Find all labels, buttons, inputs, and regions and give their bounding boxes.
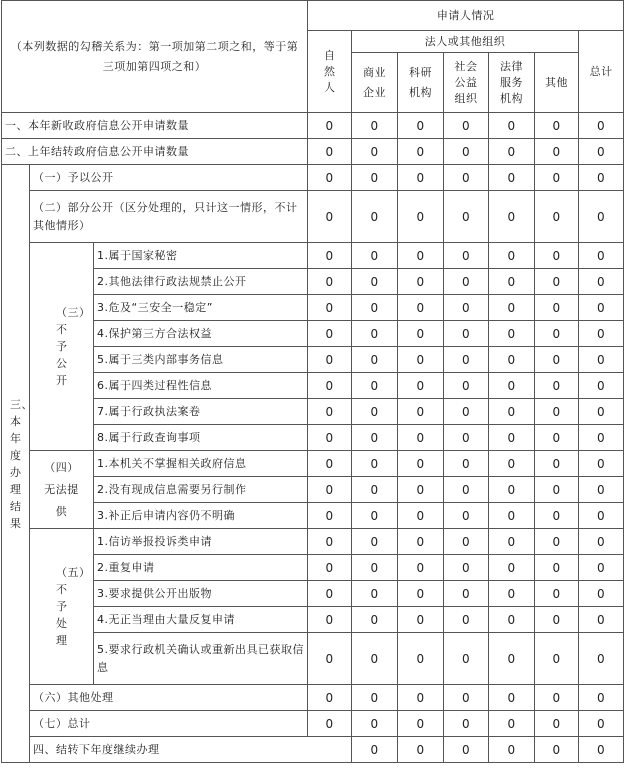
header-research: 科研机构 [398,53,444,113]
cell-social: 0 [444,139,489,165]
cell-research: 0 [398,425,444,451]
cell-legal-service: 0 [489,685,535,711]
cell-total: 0 [579,477,624,503]
table-row [2,347,624,373]
cell-social: 0 [444,477,489,503]
cell-total: 0 [579,633,624,685]
cell-legal-service: 0 [489,243,535,269]
cell-total: 0 [579,711,624,737]
table-row [2,633,624,685]
cell-social: 0 [444,451,489,477]
cell-commercial: 0 [352,269,398,295]
table-row [2,711,624,737]
cell-legal-service: 0 [489,425,535,451]
cell-social: 0 [444,711,489,737]
cell-legal-service: 0 [489,347,535,373]
cell-other: 0 [535,165,579,191]
cell-other: 0 [535,685,579,711]
cell-total: 0 [579,321,624,347]
cell-total: 0 [579,269,624,295]
table-row [2,295,624,321]
cell-natural-person: 0 [308,399,352,425]
table-row [2,269,624,295]
cell-commercial: 0 [352,425,398,451]
cell-commercial: 0 [352,139,398,165]
cell-other: 0 [535,477,579,503]
cell-total: 0 [579,399,624,425]
cell-commercial: 0 [352,399,398,425]
cell-natural-person: 0 [308,113,352,139]
cell-other: 0 [535,139,579,165]
cell-research: 0 [398,685,444,711]
cell-social: 0 [444,165,489,191]
cell-natural-person: 0 [308,321,352,347]
cell-research: 0 [398,555,444,581]
cell-natural-person: 0 [308,633,352,685]
cell-total: 0 [579,555,624,581]
cell-social: 0 [444,555,489,581]
row-label: 3.要求提供公开出版物 [94,581,308,607]
cell-other: 0 [535,555,579,581]
cell-research: 0 [398,633,444,685]
row-label: 1.属于国家秘密 [94,243,308,269]
cell-commercial: 0 [352,191,398,243]
cell-social: 0 [444,399,489,425]
cell-social: 0 [444,191,489,243]
cell-legal-service: 0 [489,529,535,555]
cell-commercial: 0 [352,347,398,373]
cell-other: 0 [535,503,579,529]
table-row [2,737,624,763]
cell-legal-service: 0 [489,269,535,295]
cell-total: 0 [579,581,624,607]
row-label: 2.没有现成信息需要另行制作 [94,477,308,503]
cell-research: 0 [398,269,444,295]
header-commercial: 商业企业 [352,53,398,113]
cell-social: 0 [489,737,535,763]
header-note: （本列数据的勾稽关系为：第一项加第二项之和，等于第三项加第四项之和） [2,1,308,113]
cell-research: 0 [398,321,444,347]
cell-total: 0 [579,607,624,633]
cell-total: 0 [579,451,624,477]
cell-other: 0 [535,581,579,607]
cell-legal-service: 0 [489,139,535,165]
cell-total: 0 [579,685,624,711]
cell-research: 0 [398,113,444,139]
header-applicant: 申请人情况 [308,1,624,31]
cell-legal-service: 0 [489,633,535,685]
cell-social: 0 [444,269,489,295]
cell-legal-service: 0 [489,607,535,633]
cell-research: 0 [398,477,444,503]
table-row [2,529,624,555]
table-row [2,321,624,347]
cell-natural-person: 0 [308,451,352,477]
cell-other: 0 [579,737,624,763]
cell-commercial: 0 [352,711,398,737]
row-label: 3.危及“三安全一稳定” [94,295,308,321]
cell-social: 0 [444,503,489,529]
cell-other: 0 [535,607,579,633]
cell-total: 0 [579,347,624,373]
cell-commercial: 0 [352,295,398,321]
cell-legal-service: 0 [489,477,535,503]
cell-natural-person: 0 [308,555,352,581]
cell-other: 0 [535,711,579,737]
cell-research: 0 [398,243,444,269]
cell-natural-person: 0 [308,269,352,295]
table-row [2,503,624,529]
cell-research: 0 [398,451,444,477]
cell-research: 0 [398,529,444,555]
cell-commercial: 0 [352,477,398,503]
cell-other: 0 [535,269,579,295]
row-label: （七）总计 [30,711,308,737]
cell-other: 0 [535,399,579,425]
cell-social: 0 [444,685,489,711]
cell-natural-person: 0 [308,139,352,165]
cell-research: 0 [398,607,444,633]
cell-legal-service: 0 [489,321,535,347]
table-row [2,373,624,399]
cell-commercial: 0 [352,685,398,711]
cell-research: 0 [398,295,444,321]
row-label: 一、本年新收政府信息公开申请数量 [2,113,308,139]
cell-total: 0 [579,373,624,399]
header-row-1 [2,1,624,31]
table-row [2,165,624,191]
cell-commercial: 0 [352,165,398,191]
row-label: 2.其他法律行政法规禁止公开 [94,269,308,295]
cell-other: 0 [535,451,579,477]
cell-commercial: 0 [352,243,398,269]
cell-commercial: 0 [352,451,398,477]
cell-total: 0 [579,295,624,321]
row-label: （六）其他处理 [30,685,308,711]
cell-legal-service: 0 [489,399,535,425]
cell-social: 0 [444,607,489,633]
cell-commercial: 0 [352,633,398,685]
cell-other: 0 [535,321,579,347]
cell-commercial: 0 [352,529,398,555]
cell-natural-person: 0 [308,607,352,633]
cell-research: 0 [398,139,444,165]
cell-total: 0 [579,529,624,555]
cell-total: 0 [579,243,624,269]
header-legal-service: 法律服务机构 [489,53,535,113]
cell-social: 0 [444,321,489,347]
cell-natural-person: 0 [308,191,352,243]
row-label: 8.属于行政查询事项 [94,425,308,451]
cell-total: 0 [579,191,624,243]
row-label: 4.无正当理由大量反复申请 [94,607,308,633]
cell-other: 0 [535,425,579,451]
table-row [2,581,624,607]
cell-social: 0 [444,243,489,269]
table-row [2,607,624,633]
row-label: 1.信访举报投诉类申请 [94,529,308,555]
cell-commercial: 0 [352,607,398,633]
cell-natural-person: 0 [308,295,352,321]
table-row [2,139,624,165]
cell-social: 0 [444,581,489,607]
row-label: 2.重复申请 [94,555,308,581]
cell-natural-person: 0 [308,347,352,373]
table-row [2,113,624,139]
cell-commercial: 0 [352,373,398,399]
cell-research: 0 [398,191,444,243]
cell-natural-person: 0 [308,425,352,451]
header-natural-person: 自然人 [308,31,352,113]
row-label: 5.要求行政机关确认或重新出具已获取信息 [94,633,308,685]
row-label: 1.本机关不掌握相关政府信息 [94,451,308,477]
table-row [2,477,624,503]
cell-legal-service: 0 [489,373,535,399]
cell-other: 0 [535,243,579,269]
cell-research: 0 [398,503,444,529]
cell-social: 0 [444,425,489,451]
cell-legal-service: 0 [489,711,535,737]
cell-total: 0 [579,139,624,165]
cell-social: 0 [444,113,489,139]
cell-commercial: 0 [352,113,398,139]
cell-other: 0 [535,295,579,321]
group-3-3-label: （三）不予公开 [30,243,94,451]
cell-research: 0 [444,737,489,763]
cell-natural-person: 0 [308,529,352,555]
cell-legal-service: 0 [489,503,535,529]
table-row [2,685,624,711]
row-label: 3.补正后申请内容仍不明确 [94,503,308,529]
cell-social: 0 [444,295,489,321]
row-label: 5.属于三类内部事务信息 [94,347,308,373]
cell-research: 0 [398,373,444,399]
cell-social: 0 [444,347,489,373]
cell-social: 0 [444,529,489,555]
cell-natural-person: 0 [308,165,352,191]
cell-research: 0 [398,399,444,425]
cell-legal-service: 0 [489,113,535,139]
cell-legal-service: 0 [535,737,579,763]
cell-other: 0 [535,113,579,139]
row-label: 7.属于行政执法案卷 [94,399,308,425]
cell-total: 0 [579,503,624,529]
cell-total: 0 [579,165,624,191]
cell-natural-person: 0 [308,373,352,399]
cell-other: 0 [535,529,579,555]
cell-natural-person: 0 [308,581,352,607]
cell-commercial: 0 [352,581,398,607]
cell-other: 0 [535,191,579,243]
disclosure-statistics-table [1,0,624,763]
cell-natural-person: 0 [308,503,352,529]
cell-other: 0 [535,633,579,685]
cell-research: 0 [398,347,444,373]
cell-natural-person: 0 [308,711,352,737]
cell-natural-person: 0 [308,243,352,269]
cell-legal-service: 0 [489,581,535,607]
cell-research: 0 [398,711,444,737]
cell-natural-person: 0 [308,685,352,711]
header-social: 社会公益组织 [444,53,489,113]
group-3-4-label: （四）无法提供 [30,451,94,529]
cell-other: 0 [535,347,579,373]
table-row [2,399,624,425]
cell-commercial: 0 [352,503,398,529]
cell-legal-service: 0 [489,555,535,581]
header-other: 其他 [535,53,579,113]
cell-commercial: 0 [398,737,444,763]
cell-total: 0 [579,425,624,451]
cell-commercial: 0 [352,555,398,581]
cell-research: 0 [398,581,444,607]
cell-legal-service: 0 [489,191,535,243]
table-row [2,191,624,243]
table-row [2,555,624,581]
section-3-label: 三、本年度办理结果 [2,165,30,763]
group-3-5-label: （五）不予处理 [30,529,94,685]
table-row [2,451,624,477]
cell-social: 0 [444,373,489,399]
table-row [2,425,624,451]
row-label: 二、上年结转政府信息公开申请数量 [2,139,308,165]
cell-natural-person: 0 [352,737,398,763]
table-row [2,243,624,269]
cell-legal-service: 0 [489,165,535,191]
cell-commercial: 0 [352,321,398,347]
row-label: （一）予以公开 [30,165,308,191]
row-label: 4.保护第三方合法权益 [94,321,308,347]
cell-natural-person: 0 [308,477,352,503]
cell-social: 0 [444,633,489,685]
cell-total: 0 [579,113,624,139]
cell-legal-service: 0 [489,295,535,321]
row-label: 6.属于四类过程性信息 [94,373,308,399]
cell-research: 0 [398,165,444,191]
row-label: （二）部分公开（区分处理的，只计这一情形，不计其他情形） [30,191,308,243]
cell-other: 0 [535,373,579,399]
header-legal-group: 法人或其他组织 [352,31,579,53]
header-total: 总计 [579,31,624,113]
cell-legal-service: 0 [489,451,535,477]
row-label: 四、结转下年度继续办理 [30,737,352,763]
